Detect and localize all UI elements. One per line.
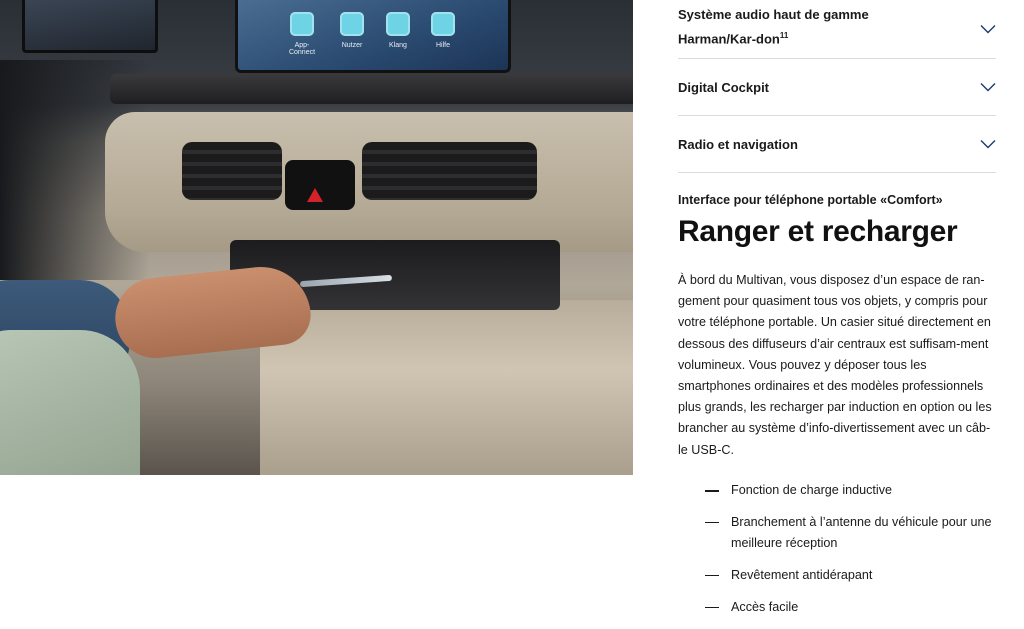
accordion-label: Système audio haut de gamme Harman/Kar-don$^{11}$ [678,7,869,47]
hazard-icon [307,188,323,202]
screen-tile-label: Hilfe [435,42,450,49]
screen-tile-icon [431,12,455,36]
accordion-label: Digital Cockpit [678,79,770,95]
screen-tile-label: Klang [389,42,407,49]
dash-icon [705,575,719,577]
accordion-item-radio-navigation[interactable] [678,116,996,173]
dash-icon [705,490,719,492]
chevron-down-icon [980,139,996,149]
section-eyebrow: Interface pour téléphone portable «Comfort» [678,193,943,207]
passenger-sleeve [0,330,140,475]
screen-tile-icon [290,12,314,36]
hero-image [0,0,633,475]
air-vent-right [362,142,537,200]
section-body: À bord du Multivan, vous disposez d’un espace de ran-gement pour quasiment tous vos objets, y compris pour votre téléphone portable. Un casier situé directement en dessous des diffuseurs d’air centraux est suffisam-ment volumineux. Vous pouvez y déposer tous les smartphones ordinaires et des modèles professionnels plus grands, les recharger par induction en option ou les brancher au système d’info-divertissement avec un câb-le USB-C. [678,273,992,457]
dash-icon [705,522,719,524]
footnote-marker: 11 [779,31,789,41]
driver-display [22,0,158,53]
screen-tile-label: Nutzer [341,42,363,49]
dashboard-bar [110,74,633,104]
chevron-down-icon [980,82,996,92]
list-item: Branchement à l’antenne du véhicule pour une meilleure réception [705,512,1005,554]
accordion-label: Radio et navigation [678,136,798,152]
screen-tile-icon [386,12,410,36]
accordion-item-digital-cockpit[interactable] [678,59,996,116]
feature-list [705,480,1005,628]
infotainment-screen [235,0,511,73]
list-item: Fonction de charge inductive [705,480,1005,501]
screen-tile-icon [340,12,364,36]
screen-tile-label: App-Connect [288,42,316,56]
air-vent-left [182,142,282,200]
list-item: Accès facile [705,597,1005,618]
list-item: Revêtement antidérapant [705,565,1005,586]
dash-icon [705,607,719,609]
section-title: Ranger et recharger [678,215,958,248]
center-controls [285,160,355,210]
chevron-down-icon [980,24,996,34]
lower-console [260,300,633,475]
accordion-item-audio[interactable] [678,0,996,59]
